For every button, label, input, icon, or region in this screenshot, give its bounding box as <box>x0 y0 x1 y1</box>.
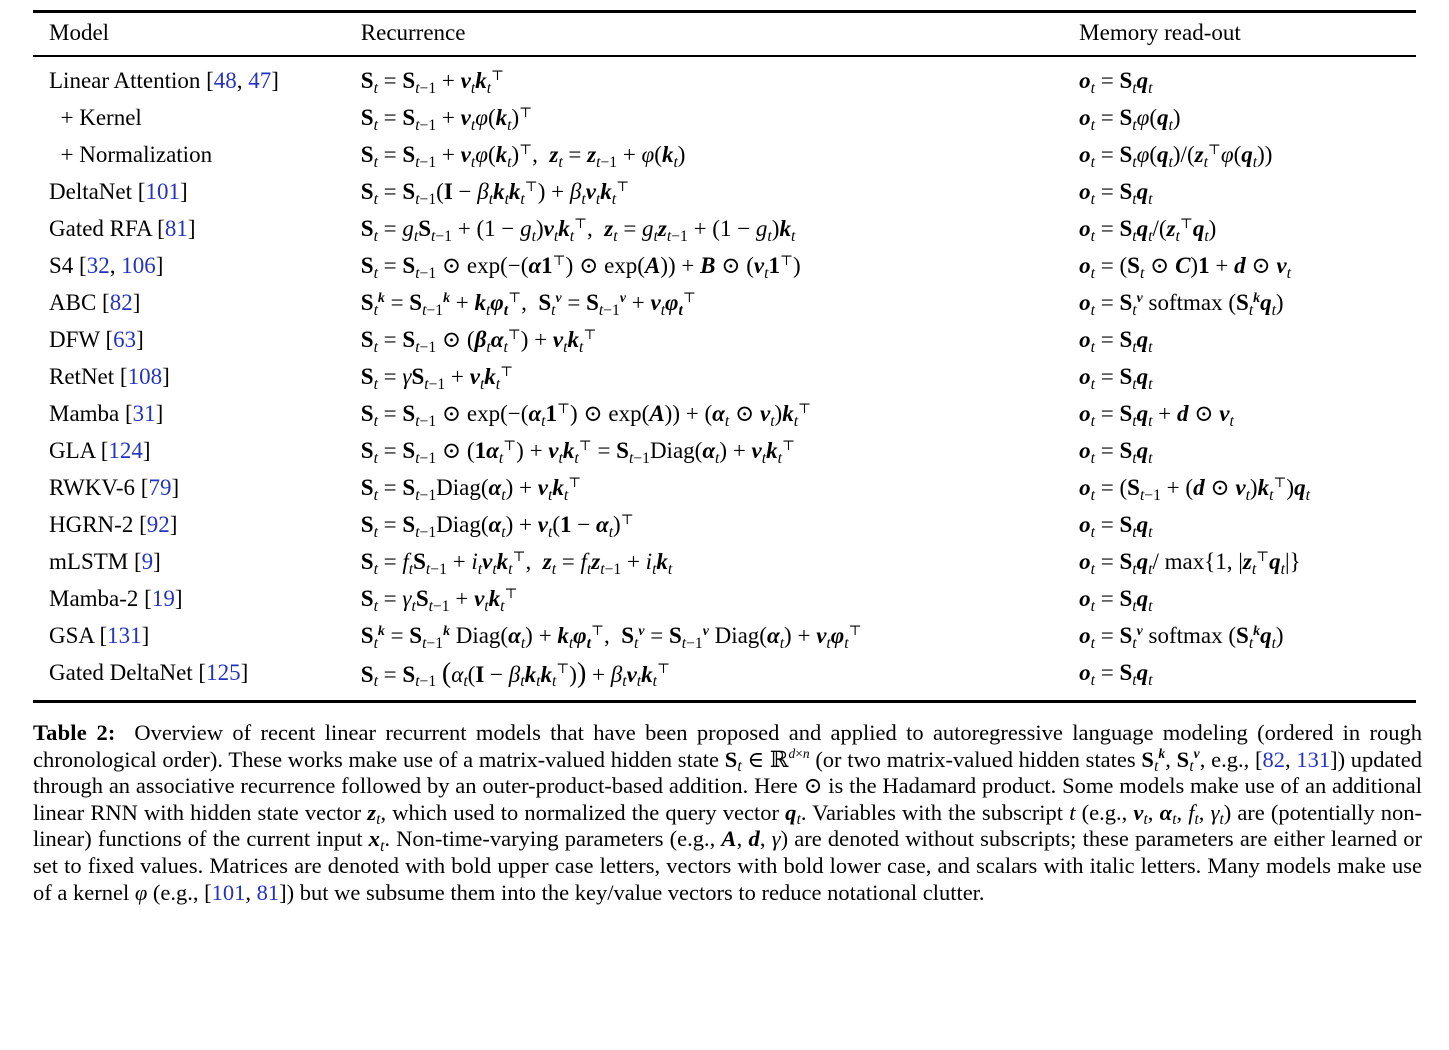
memory-readout-formula-cell: $o_t = (S_t$ ⊙ C)1 + d ⊙ $v_t$ <box>1079 253 1291 282</box>
recurrence-formula-cell: $S_t = S_{t-1}$ ⊙ exp(−(α1⊤) ⊙ exp(A)) + B ⊙ $(v_t1^⊤)$ <box>360 252 801 282</box>
memory-readout-formula-cell: $o_t = S_t\varphi(q_t)/(z_t^⊤\varphi(q_t))$ <box>1079 141 1273 171</box>
recurrence-formula-cell: $S_t = S_{t-1} + v_t\varphi(k_t)^⊤$, $z_t = z_{t-1} + \varphi(k_t)$ <box>360 141 686 171</box>
table-row <box>33 396 1416 433</box>
recurrence-formula-cell: $S_t = S_{t-1}$ $(\alpha_t(I - \beta_tk_tk_t^⊤)) + \beta_tv_tk_t^⊤$ <box>360 657 670 691</box>
table-row <box>33 433 1416 470</box>
recurrence-formula-cell: $S_t$ = $S_{t-1}Diag(\alpha_t) + v_t(1 - \alpha_t)^⊤$ <box>360 511 634 541</box>
memory-readout-formula-cell: $o_t = S_t^v$ softmax $(S_t^kq_t)$ <box>1079 622 1284 652</box>
model-cell: Mamba [31] <box>49 401 164 427</box>
table-row <box>33 655 1416 702</box>
table-row <box>33 507 1416 544</box>
recurrence-formula-cell: $S_t = S_{t-1}$ ⊙ $\exp(-(\alpha_t1^⊤)$ ⊙ $\exp(A)) + (\alpha_t$ ⊙ $v_t)k_t^⊤$ <box>360 400 812 430</box>
memory-readout-formula-cell: $o_t = S_tq_t$ <box>1079 586 1153 615</box>
model-cell: S4 [32, 106] <box>49 253 164 279</box>
table-row <box>33 285 1416 322</box>
model-cell: Mamba-2 [19] <box>49 586 183 612</box>
recurrence-formula-cell: $S_t = S_{t-1} + v_t\varphi(k_t)^⊤$ <box>360 104 533 134</box>
recurrence-formula-cell: $S_t^k = S_{t-1}^k$ $Diag(\alpha_t) + k_t\varphi_t^⊤$, $S_t^v = S_{t-1}^v$ $Diag(\alpha_t) + v_t\varphi_t^⊤$ <box>360 622 862 652</box>
model-cell: DFW [63] <box>49 327 144 353</box>
table-caption: Table 2: Overview of recent linear recurrent models that have been proposed and applied to autoregressive language modeling (ordered in rough chronological order). These works make use of a matrix-valued hidden state $S_t$ ∈ ℝ$^{d\times n}$ (or two matrix-valued hidden states $S_t^k$, $S_t^v$, e.g., [82, 131]) updated through an associative recurrence followed by an outer-product-based addition. Here ⊙ is the Hadamard product. Some models make use of an additional linear RNN with hidden state vector $z_t$, which used to normalized the query vector $q_t$. Variables with the subscript t (e.g., $v_t$, $\alpha_t$, $f_t$, $\gamma_t$) are (potentially non-linear) functions of the current input $x_t$. Non-time-varying parameters (e.g., A, d, γ) are denoted without subscripts; these parameters are either learned or set to fixed values. Matrices are denoted with bold upper case letters, vectors with bold lower case, and scalars with italic letters. Many models make use of a kernel φ (e.g., [101, 81]) but we subsume them into the key/value vectors to reduce notational clutter. <box>33 720 1423 905</box>
memory-readout-formula-cell: $o_t = S_tq_t/$ max{1, $|z_t^⊤q_t|$} <box>1079 548 1301 578</box>
model-cell: Gated RFA [81] <box>49 216 196 242</box>
table-header <box>33 12 1416 57</box>
recurrence-formula-cell: $S_t = g_tS_{t-1} + (1 - g_t)v_tk_t^⊤$, $z_t = g_tz_{t-1} + (1 - g_t)k_t$ <box>360 215 796 245</box>
memory-readout-formula-cell: $o_t = S_tq_t$ <box>1079 660 1153 689</box>
recurrence-formula-cell: $S_t$ = $S_{t-1}Diag(\alpha_t) + v_tk_t^⊤$ <box>360 474 582 504</box>
table-row <box>33 137 1416 174</box>
recurrence-formula-cell: $S_t = S_{t-1}$ ⊙ $(\beta_t\alpha_t^⊤) + v_tk_t^⊤$ <box>360 326 597 356</box>
table-body <box>33 56 1416 702</box>
recurrence-formula-cell: $S_t = \gamma S_{t-1} + v_tk_t^⊤$ <box>360 363 514 393</box>
memory-readout-formula-cell: $o_t = S_tq_t$ <box>1079 68 1153 97</box>
memory-readout-formula-cell: $o_t = S_tq_t$ <box>1079 438 1153 467</box>
recurrence-formula-cell: $S_t = S_{t-1}$ ⊙ $(1\alpha_t^⊤) + v_tk_t^⊤$ = $S_{t-1}Diag(\alpha_t) + v_tk_t^⊤$ <box>360 437 795 467</box>
table-row <box>33 359 1416 396</box>
table-row <box>33 581 1416 618</box>
recurrence-formula-cell: $S_t^k = S_{t-1}^k + k_t\varphi_t^⊤$, $S_t^v = S_{t-1}^v + v_t\varphi_t^⊤$ <box>360 289 696 319</box>
model-cell: ABC [82] <box>49 290 141 316</box>
table-row <box>33 248 1416 285</box>
memory-readout-formula-cell: $o_t = S_tq_t + d$ ⊙ $v_t$ <box>1079 401 1234 430</box>
table-row <box>33 544 1416 581</box>
table-row <box>33 100 1416 137</box>
model-cell: Linear Attention [48, 47] <box>49 68 279 94</box>
memory-readout-formula-cell: $o_t = (S_{t-1} + (d$ ⊙ $v_t)k_t^⊤)q_t$ <box>1079 474 1310 504</box>
recurrence-formula-cell: $S_t = S_{t-1}(I - \beta_tk_tk_t^⊤) + \beta_tv_tk_t^⊤$ <box>360 178 630 208</box>
table-row <box>33 211 1416 248</box>
memory-readout-formula-cell: $o_t = S_t\varphi(q_t)$ <box>1079 105 1181 134</box>
memory-readout-formula-cell: $o_t = S_tq_t/(z_t^⊤q_t)$ <box>1079 215 1217 245</box>
model-cell: Gated DeltaNet [125] <box>49 660 249 686</box>
model-cell: + Kernel <box>49 105 142 131</box>
column-header-model: Model <box>49 20 110 45</box>
memory-readout-formula-cell: $o_t = S_t^v$ softmax $(S_t^kq_t)$ <box>1079 289 1284 319</box>
table-row <box>33 174 1416 211</box>
recurrence-formula-cell: $S_t = f_tS_{t-1} + i_tv_tk_t^⊤$, $z_t = f_tz_{t-1} + i_tk_t$ <box>360 548 673 578</box>
table-row <box>33 56 1416 100</box>
model-cell: + Normalization <box>49 142 213 168</box>
recurrence-formula-cell: $S_t = S_{t-1} + v_tk_t^⊤$ <box>360 67 505 97</box>
column-header-recurrence: Recurrence <box>360 20 466 45</box>
table-row <box>33 470 1416 507</box>
table-row <box>33 618 1416 655</box>
linear-recurrent-models-table <box>33 10 1416 703</box>
memory-readout-formula-cell: $o_t = S_tq_t$ <box>1079 512 1153 541</box>
model-cell: RWKV-6 [79] <box>49 475 180 501</box>
table-row <box>33 322 1416 359</box>
model-cell: mLSTM [9] <box>49 549 161 575</box>
model-cell: HGRN-2 [92] <box>49 512 178 538</box>
memory-readout-formula-cell: $o_t = S_tq_t$ <box>1079 364 1153 393</box>
model-cell: GLA [124] <box>49 438 151 464</box>
column-header-memory-readout: Memory read-out <box>1079 20 1241 45</box>
table-header-row <box>33 12 1416 57</box>
recurrence-formula-cell: $S_t = \gamma_tS_{t-1} + v_tk_t^⊤$ <box>360 585 518 615</box>
memory-readout-formula-cell: $o_t = S_tq_t$ <box>1079 327 1153 356</box>
memory-readout-formula-cell: $o_t = S_tq_t$ <box>1079 179 1153 208</box>
model-cell: RetNet [108] <box>49 364 170 390</box>
model-cell: DeltaNet [101] <box>49 179 188 205</box>
model-cell: GSA [131] <box>49 623 150 649</box>
